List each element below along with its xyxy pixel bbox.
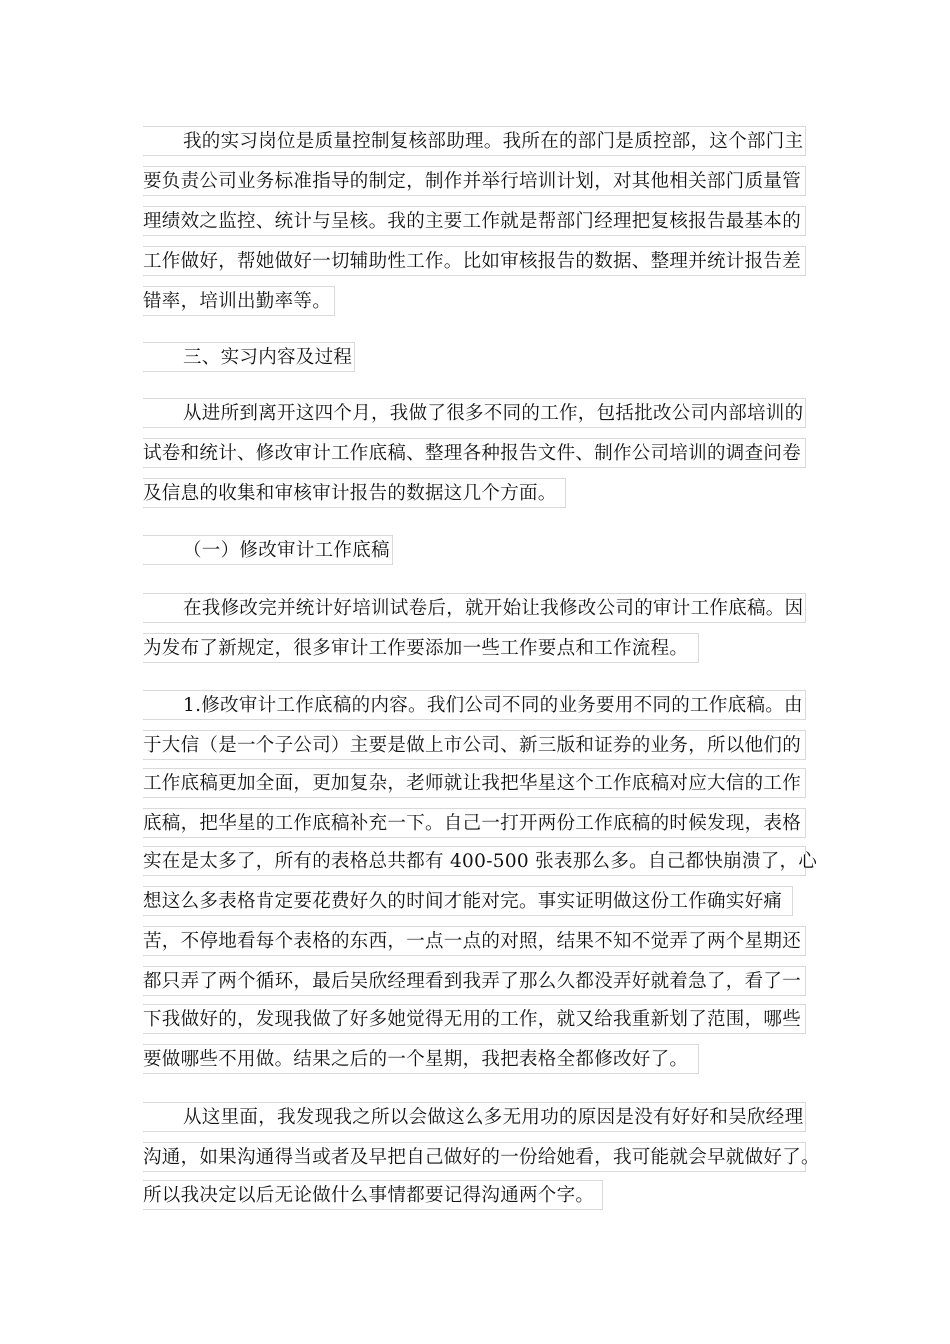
paragraph-5-line-2: 沟通，如果沟通得当或者及早把自己做好的一份给她看，我可能就会早就做好了。	[143, 1142, 806, 1172]
paragraph-1-line-4: 工作做好，帮她做好一切辅助性工作。比如审核报告的数据、整理并统计报告差	[143, 246, 806, 276]
paragraph-1-line-3: 理绩效之监控、统计与呈核。我的主要工作就是帮部门经理把复核报告最基本的	[143, 206, 806, 236]
paragraph-4-line-6: 想这么多表格肯定要花费好久的时间才能对完。事实证明做这份工作确实好痛	[143, 886, 793, 916]
paragraph-4-line-1: 1.修改审计工作底稿的内容。我们公司不同的业务要用不同的工作底稿。由	[143, 690, 806, 720]
paragraph-4-line-9: 下我做好的，发现我做了好多她觉得无用的工作，就又给我重新划了范围，哪些	[143, 1004, 806, 1034]
subsection-heading: （一）修改审计工作底稿	[143, 535, 393, 565]
paragraph-4-line-5: 实在是太多了，所有的表格总共都有 400-500 张表那么多。自己都快崩溃了，心	[143, 846, 806, 876]
paragraph-5-line-1: 从这里面，我发现我之所以会做这么多无用功的原因是没有好好和吴欣经理	[143, 1102, 806, 1132]
paragraph-5-line-3: 所以我决定以后无论做什么事情都要记得沟通两个字。	[143, 1180, 603, 1210]
paragraph-2-line-2: 试卷和统计、修改审计工作底稿、整理各种报告文件、制作公司培训的调查问卷	[143, 438, 806, 468]
paragraph-1-line-2: 要负责公司业务标准指导的制定，制作并举行培训计划，对其他相关部门质量管	[143, 166, 806, 196]
paragraph-4-line-3: 工作底稿更加全面，更加复杂，老师就让我把华星这个工作底稿对应大信的工作	[143, 768, 806, 798]
paragraph-4-line-7: 苦，不停地看每个表格的东西，一点一点的对照，结果不知不觉弄了两个星期还	[143, 926, 806, 956]
paragraph-2-line-1: 从进所到离开这四个月，我做了很多不同的工作，包括批改公司内部培训的	[143, 398, 806, 428]
paragraph-4-line-8: 都只弄了两个循环，最后吴欣经理看到我弄了那么久都没弄好就着急了，看了一	[143, 966, 806, 996]
paragraph-3-line-1: 在我修改完并统计好培训试卷后，就开始让我修改公司的审计工作底稿。因	[143, 593, 806, 623]
section-heading: 三、实习内容及过程	[143, 342, 355, 372]
paragraph-1-line-1: 我的实习岗位是质量控制复核部助理。我所在的部门是质控部，这个部门主	[143, 126, 806, 156]
paragraph-1-line-5: 错率，培训出勤率等。	[143, 286, 335, 316]
paragraph-4-line-4: 底稿，把华星的工作底稿补充一下。自己一打开两份工作底稿的时候发现，表格	[143, 808, 806, 838]
paragraph-4-line-2: 于大信（是一个子公司）主要是做上市公司、新三版和证券的业务，所以他们的	[143, 730, 806, 760]
paragraph-2-line-3: 及信息的收集和审核审计报告的数据这几个方面。	[143, 478, 566, 508]
paragraph-3-line-2: 为发布了新规定，很多审计工作要添加一些工作要点和工作流程。	[143, 633, 699, 663]
paragraph-4-line-10: 要做哪些不用做。结果之后的一个星期，我把表格全都修改好了。	[143, 1044, 699, 1074]
